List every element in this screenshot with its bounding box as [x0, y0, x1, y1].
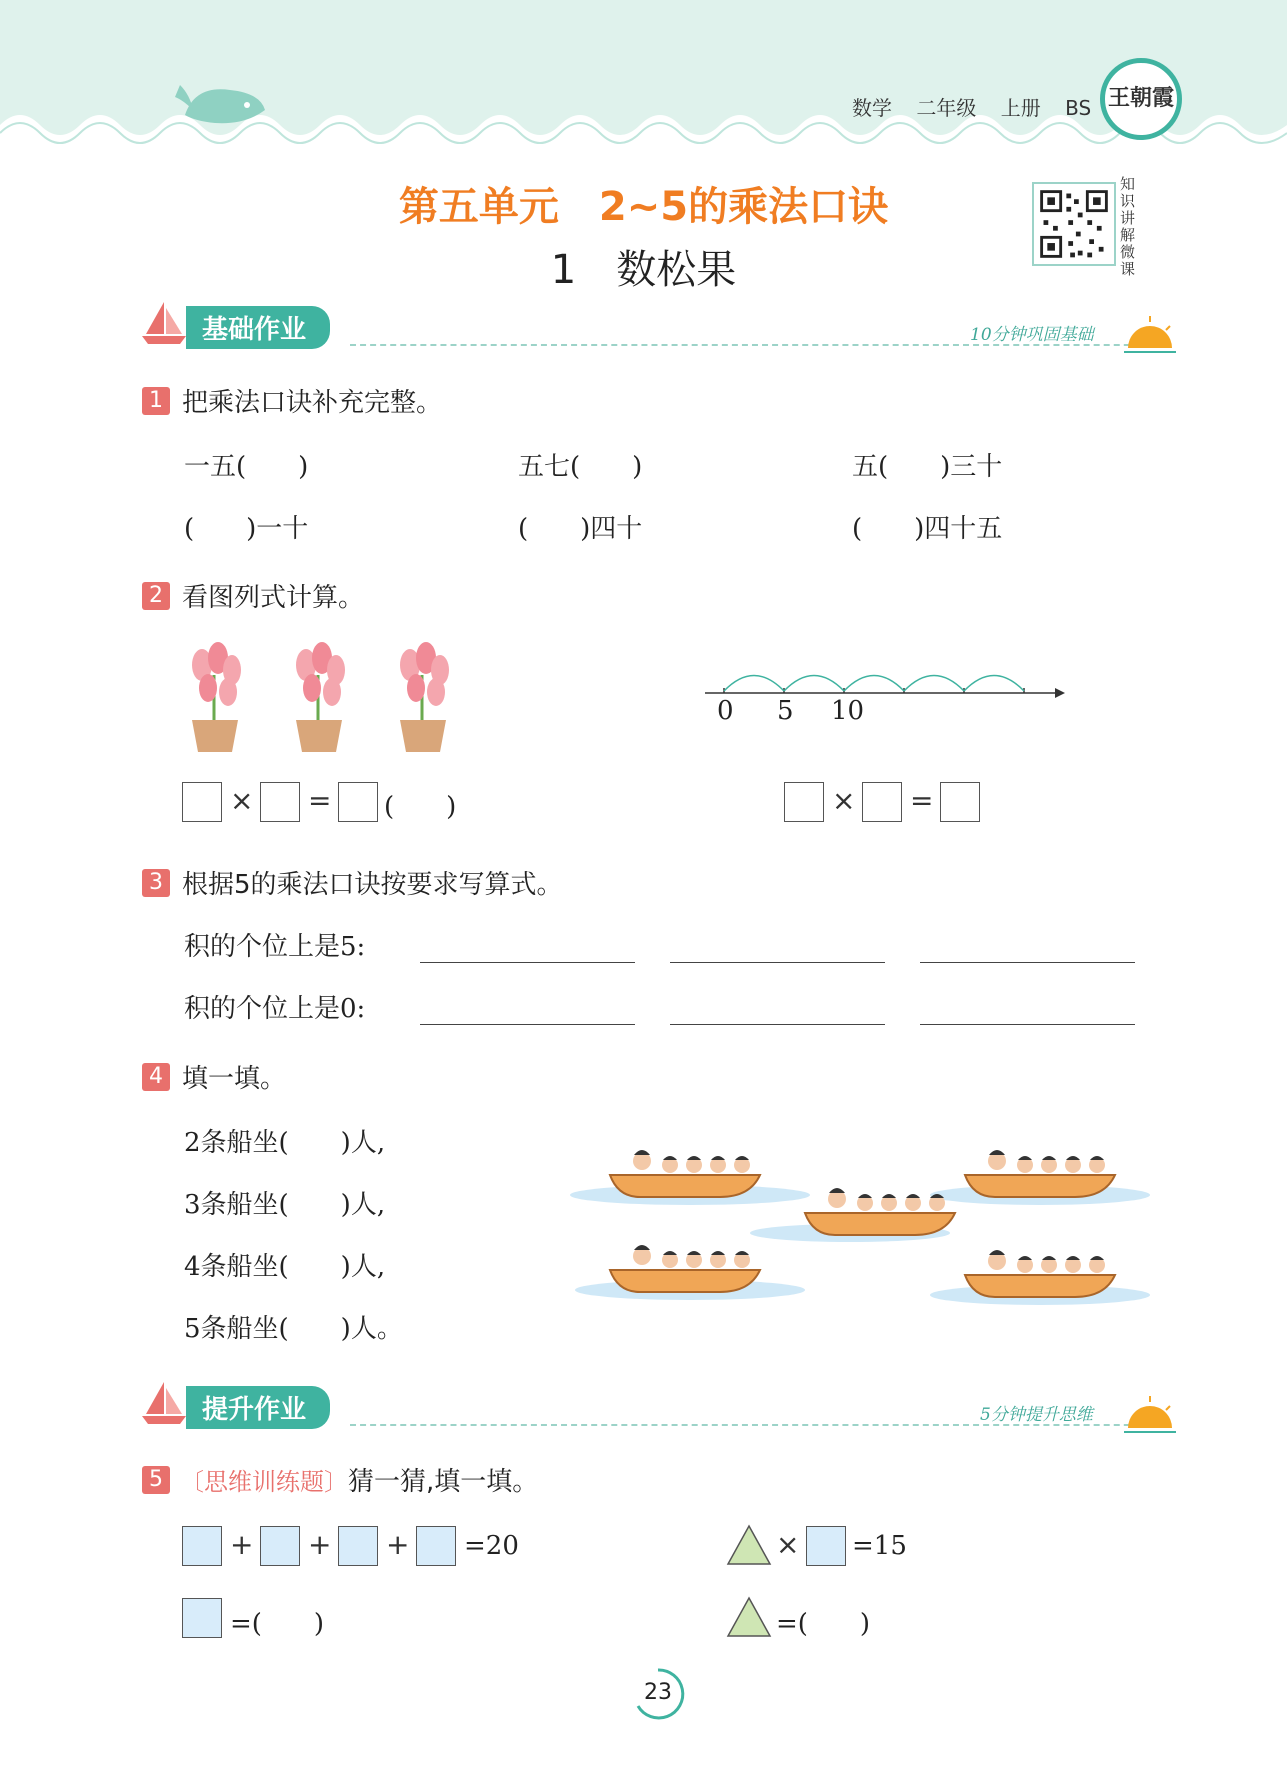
question-text: 根据5的乘法口诀按要求写算式。 — [182, 870, 563, 900]
answer-line[interactable] — [670, 962, 885, 963]
answer-box[interactable] — [260, 1526, 300, 1566]
answer-box[interactable] — [338, 782, 378, 822]
question-number: 5 — [142, 1466, 170, 1494]
answer-line[interactable] — [670, 1024, 885, 1025]
answer-line[interactable] — [420, 962, 635, 963]
section-title-advanced: 提升作业 — [186, 1386, 330, 1429]
question-text: 把乘法口诀补充完整。 — [182, 388, 443, 418]
question-text: 看图列式计算。 — [182, 583, 365, 613]
fill-blank-item[interactable]: 4条船坐( )人, — [184, 1252, 386, 1282]
lesson-title: 1 数松果 — [550, 247, 737, 293]
equation-result: =15 — [852, 1531, 907, 1561]
fill-blank-item[interactable]: ( )四十 — [518, 514, 643, 544]
answer-line[interactable] — [920, 1024, 1135, 1025]
plus-sign: + — [230, 1528, 254, 1561]
fill-blank-item[interactable]: 3条船坐( )人, — [184, 1190, 386, 1220]
question-text-wrapper — [180, 1461, 538, 1498]
page-number: 23 — [644, 1680, 672, 1705]
whale-icon — [175, 75, 275, 135]
flower-pot-icon — [296, 642, 345, 752]
answer-box[interactable] — [784, 782, 824, 822]
number-line-label: 10 — [831, 696, 865, 726]
triangle-icon — [726, 1596, 772, 1638]
number-line-label: 0 — [717, 696, 734, 726]
boat-icon — [610, 1150, 760, 1197]
question-number: 2 — [142, 582, 170, 610]
edition-label: BS — [1065, 96, 1092, 120]
answer-box[interactable] — [862, 782, 902, 822]
fill-blank-item[interactable]: 五七( ) — [518, 452, 643, 482]
section-note-advanced: 5分钟提升思维 — [980, 1405, 1093, 1425]
equals-sign: = — [308, 784, 332, 817]
answer-line[interactable] — [920, 962, 1135, 963]
grade-label: 二年级 — [916, 96, 977, 120]
page-header — [0, 0, 1287, 150]
fill-blank-item[interactable]: 5条船坐( )人。 — [184, 1314, 403, 1344]
row-label: 积的个位上是0: — [184, 994, 366, 1024]
fill-blank-item[interactable]: ( )四十五 — [852, 514, 1003, 544]
unit-blank[interactable]: ( ) — [384, 792, 457, 822]
fill-blank-item[interactable]: ( )一十 — [184, 514, 309, 544]
volume-label: 上册 — [1000, 96, 1041, 120]
answer-box[interactable] — [806, 1526, 846, 1566]
boat-icon — [965, 1150, 1115, 1197]
times-sign: × — [230, 784, 254, 817]
question-tag: 〔思维训练题〕 — [180, 1468, 348, 1496]
plus-sign: + — [386, 1528, 410, 1561]
section-note-basic: 10分钟巩固基础 — [970, 325, 1094, 345]
fill-blank-item[interactable]: 2条船坐( )人, — [184, 1128, 386, 1158]
answer-box[interactable] — [182, 782, 222, 822]
qr-label: 知识讲解微课 — [1120, 175, 1136, 278]
flower-pot-icon — [400, 642, 449, 752]
times-sign: × — [832, 784, 856, 817]
boat-icon — [965, 1250, 1115, 1297]
equals-sign: = — [910, 784, 934, 817]
answer-box[interactable] — [338, 1526, 378, 1566]
plus-sign: + — [308, 1528, 332, 1561]
number-line — [700, 660, 1070, 730]
brand-logo — [1100, 58, 1182, 140]
boats-image — [570, 1125, 1150, 1315]
question-number: 1 — [142, 387, 170, 415]
question-text: 填一填。 — [182, 1064, 287, 1094]
flower-pot-icon — [192, 642, 241, 752]
fill-blank-item[interactable]: 五( )三十 — [852, 452, 1003, 482]
answer-box[interactable] — [940, 782, 980, 822]
answer-blank[interactable]: =( ) — [776, 1609, 871, 1639]
answer-box[interactable] — [182, 1526, 222, 1566]
question-text: 猜一猜,填一填。 — [348, 1467, 539, 1497]
brand-logo-text: 王朝霞 — [1107, 86, 1174, 111]
sailboat-icon — [140, 1380, 188, 1426]
section-title-basic: 基础作业 — [186, 306, 330, 349]
sun-icon — [1122, 1394, 1178, 1434]
equation-result: =20 — [464, 1531, 519, 1561]
fill-blank-item[interactable]: 一五( ) — [184, 452, 309, 482]
answer-line[interactable] — [420, 1024, 635, 1025]
qr-code[interactable] — [1032, 182, 1116, 266]
answer-blank[interactable]: =( ) — [230, 1609, 325, 1639]
question-number: 4 — [142, 1063, 170, 1091]
triangle-icon[interactable] — [726, 1524, 772, 1566]
row-label: 积的个位上是5: — [184, 932, 366, 962]
answer-box[interactable] — [416, 1526, 456, 1566]
answer-box[interactable] — [182, 1598, 222, 1638]
sailboat-icon — [140, 300, 188, 346]
sun-icon — [1122, 314, 1178, 354]
header-info — [852, 92, 1109, 121]
answer-box[interactable] — [260, 782, 300, 822]
flower-pots-image — [178, 630, 478, 755]
unit-title: 第五单元 2~5的乘法口诀 — [398, 184, 889, 230]
boat-icon — [610, 1245, 760, 1292]
subject-label: 数学 — [852, 96, 892, 120]
number-line-label: 5 — [777, 696, 794, 726]
question-number: 3 — [142, 869, 170, 897]
times-sign: × — [776, 1528, 800, 1561]
